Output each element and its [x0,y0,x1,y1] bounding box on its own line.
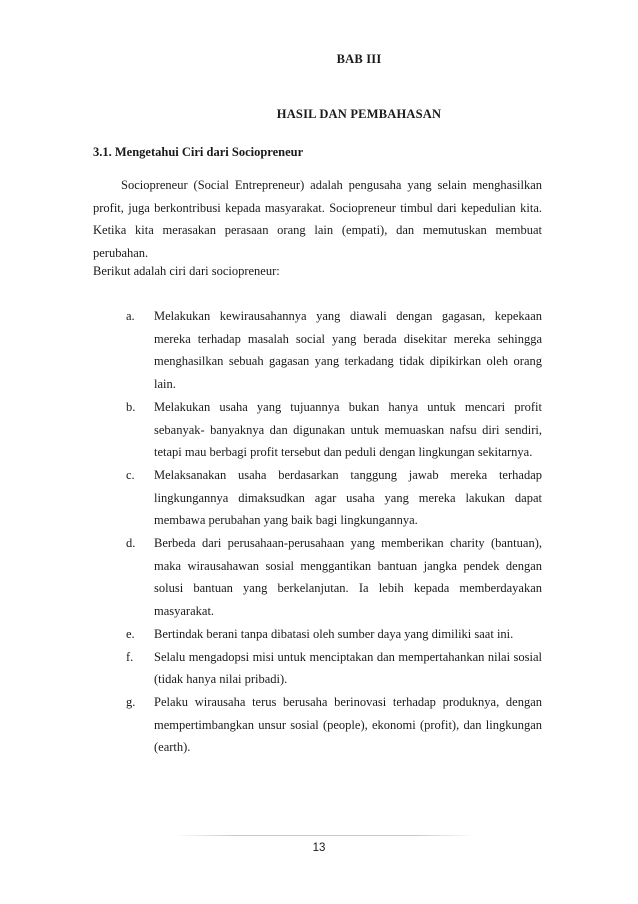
list-marker: f. [126,649,134,664]
list-marker: e. [126,626,135,641]
page-number: 13 [312,842,326,854]
list-item [126,623,542,646]
list-item [126,691,542,759]
footer-divider [175,835,475,836]
section-heading: 3.1. Mengetahui Ciri dari Sociopreneur [93,145,304,159]
body-paragraph: Sociopreneur (Social Entrepreneur) adalah pengusaha yang selain menghasilkan profit, juga berkontribusi kepada masyarakat. Sociopreneur timbul dari kepedulian kita. Ketika kita merasakan perasaan orang lain (empati), dan memutuskan membuat perubahan. [93,178,542,261]
list-marker: d. [126,536,136,551]
list-marker: c. [126,467,135,482]
list-item-text: Selalu mengadopsi misi untuk menciptakan dan mempertahankan nilai sosial (tidak hanya nilai pribadi). [154,649,542,687]
list-marker: g. [126,694,136,709]
list-item [126,396,542,464]
list-item-text: Melakukan kewirausahannya yang diawali dengan gagasan, kepekaan mereka terhadap masalah social yang berada disekitar mereka sehingga menghasilkan sebuah gagasan yang terkadang tidak dipikirkan oleh orang lain. [154,309,542,392]
list-item [126,464,542,532]
list-item-text: Pelaku wirausaha terus berusaha berinovasi terhadap produknya, dengan mempertimbangkan unsur sosial (people), ekonomi (profit), dan lingkungan (earth). [154,694,542,755]
chapter-title: HASIL DAN PEMBAHASAN [276,107,442,121]
list-item-text: Melaksanakan usaha berdasarkan tanggung jawab mereka terhadap lingkungannya dimaksudkan agar usaha yang mereka lakukan dapat membawa perubahan yang baik bagi lingkungannya. [154,467,542,528]
list-item-text: Berbeda dari perusahaan-perusahaan yang memberikan charity (bantuan), maka wirausahawan sosial menggantikan bantuan jangka pendek dengan solusi bantuan yang berkelanjutan. Ia lebih kepada memberdayakan masyarakat. [154,536,542,619]
chapter-label: BAB III [336,52,382,66]
list-marker: b. [126,399,136,414]
list-intro: Berikut adalah ciri dari sociopreneur: [93,264,280,278]
list-item [126,646,542,691]
characteristics-list [126,305,542,759]
list-item-text: Melakukan usaha yang tujuannya bukan hanya untuk mencari profit sebanyak- banyaknya dan digunakan untuk memuaskan nafsu diri sendiri, tetapi mau berbagi profit tersebut dan peduli dengan lingkungan sekitarnya. [154,399,542,460]
list-marker: a. [126,309,135,323]
list-item-text: Bertindak berani tanpa dibatasi oleh sumber daya yang dimiliki saat ini. [154,626,514,641]
list-item [126,532,542,623]
list-item [126,305,542,396]
